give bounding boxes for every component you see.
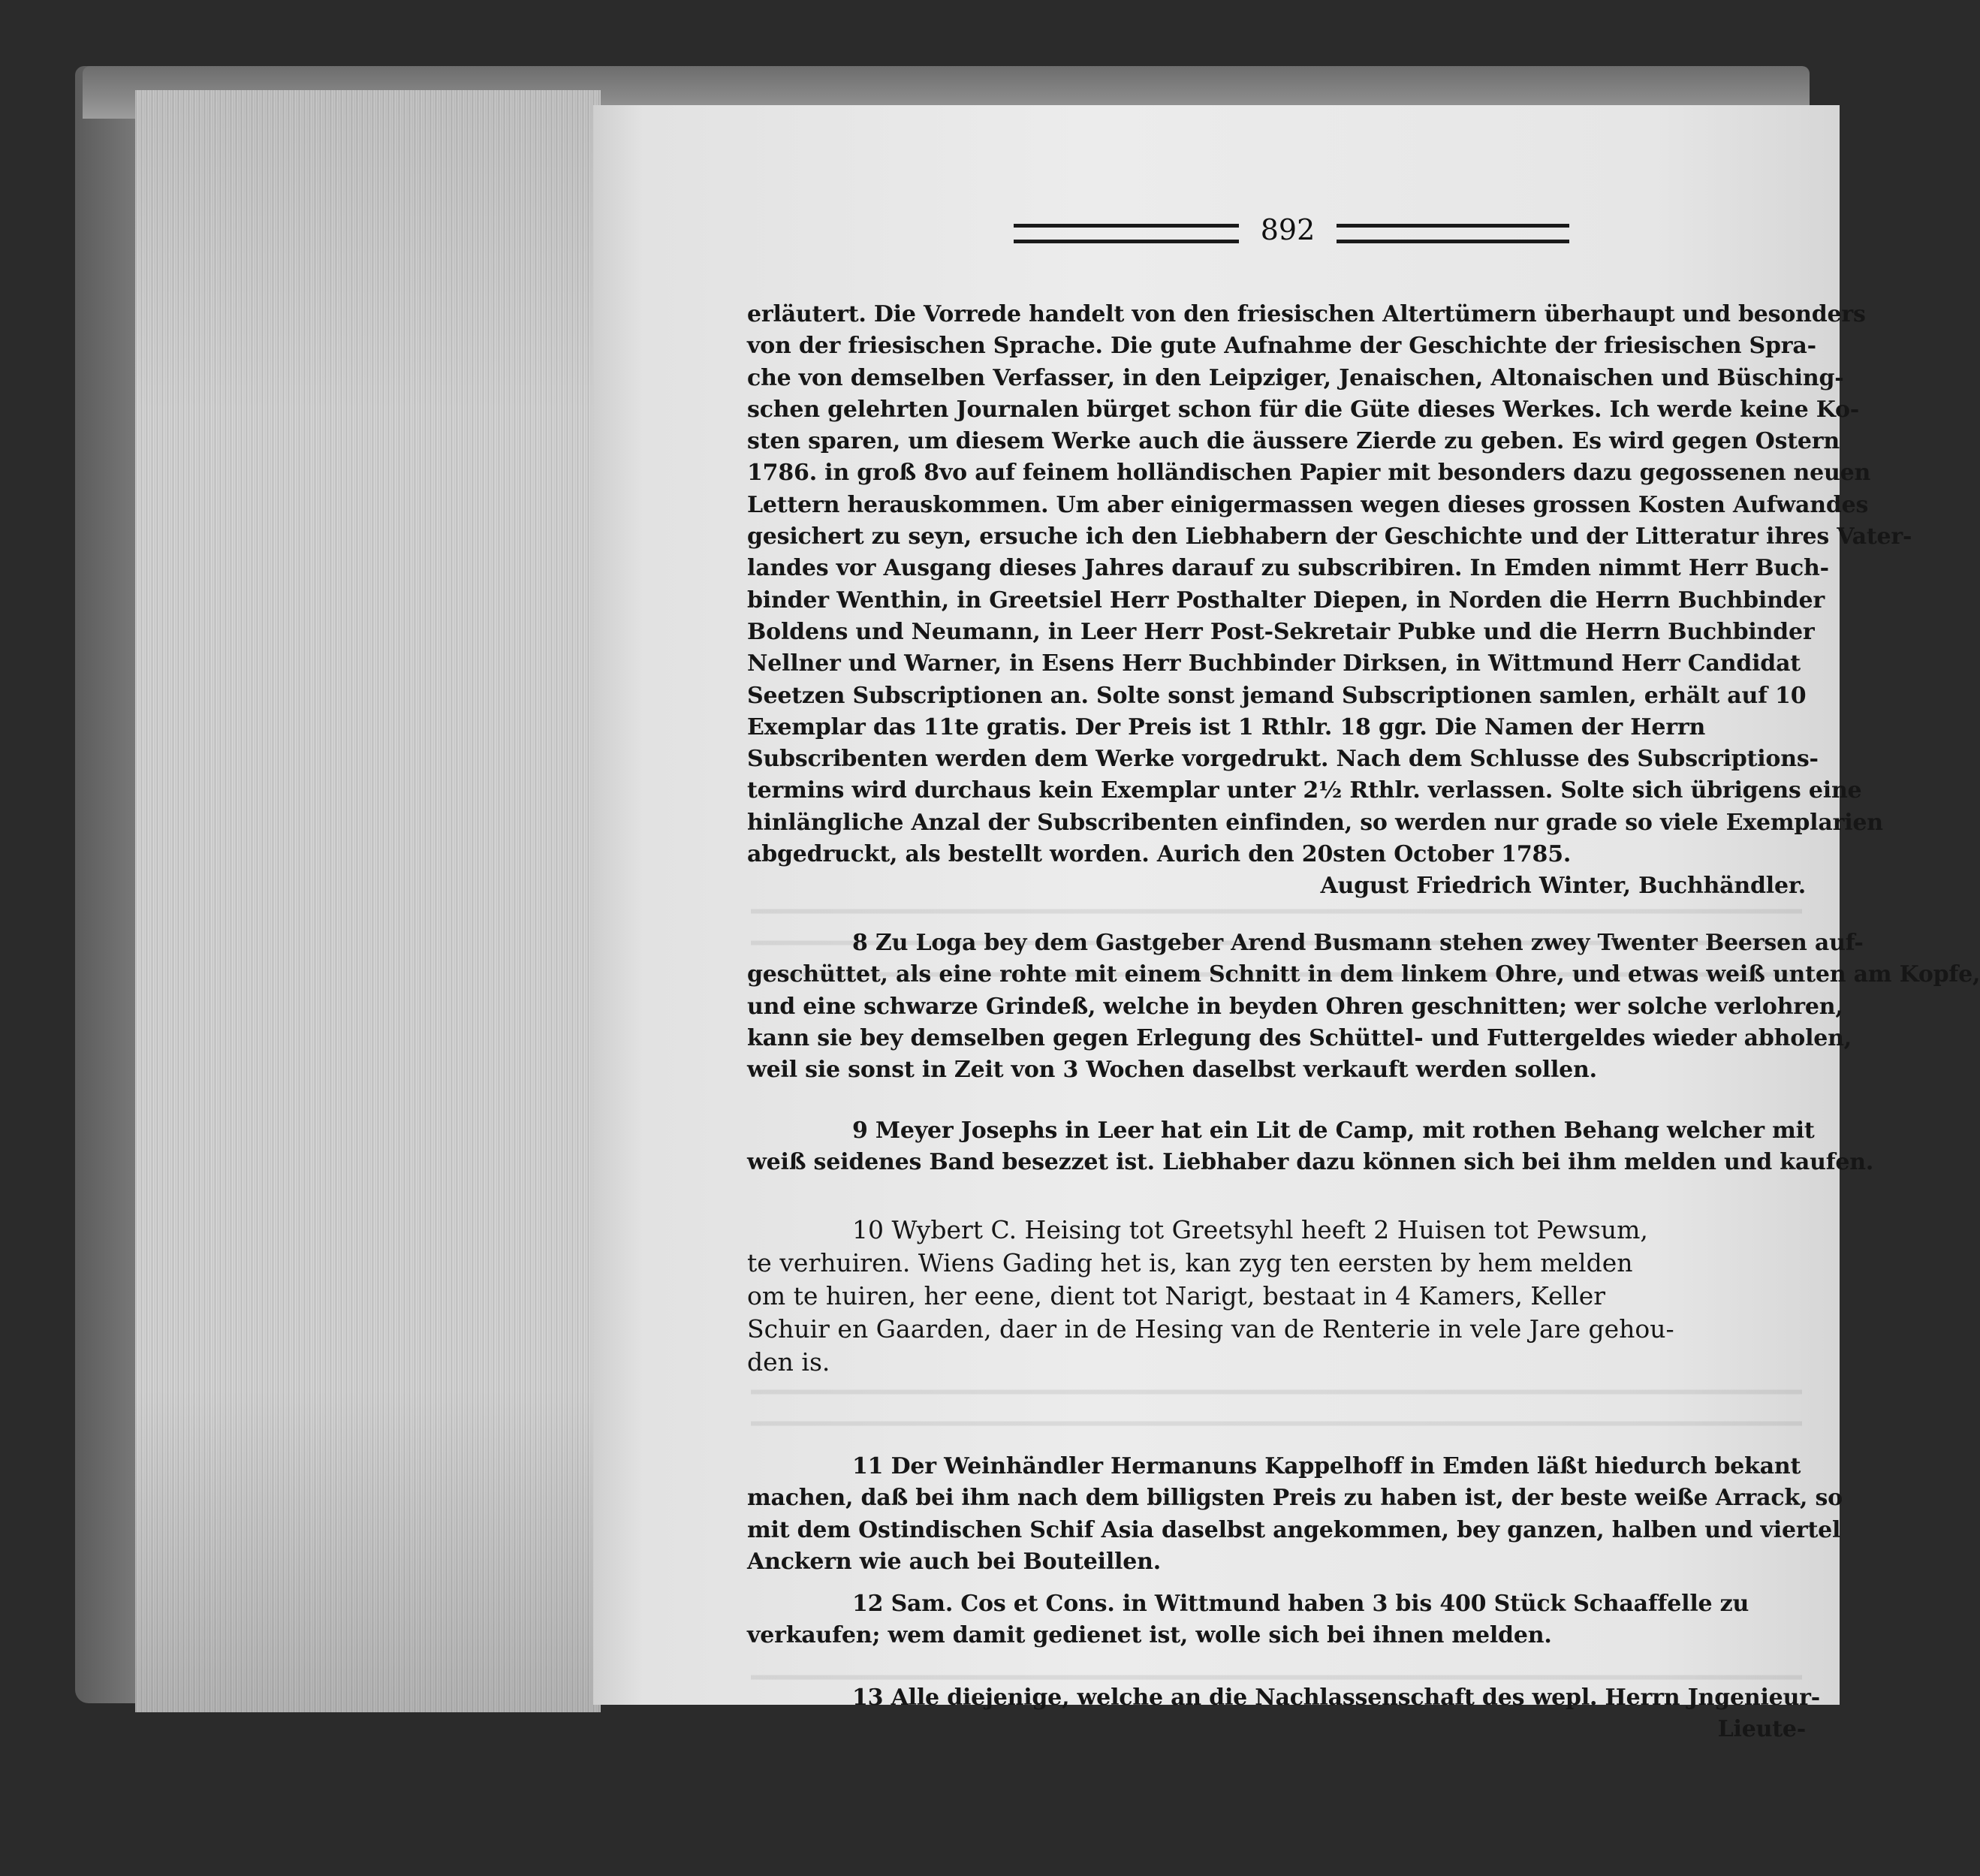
header-rule-left xyxy=(1014,224,1239,243)
text-line: von der friesischen Sprache. Die gute Aufnahme der Geschichte der friesischen Spra- xyxy=(747,333,1816,360)
text-line: sten sparen, um diesem Werke auch die äussere Zierde zu geben. Es wird gegen Ostern xyxy=(747,428,1840,455)
text-line: abgedruckt, als bestellt worden. Aurich den 20sten October 1785. xyxy=(747,841,1572,868)
entry-8 xyxy=(747,927,1980,1086)
catchword: Lieute- xyxy=(1717,1716,1806,1743)
text-line: kann sie bey demselben gegen Erlegung des Schüttel- und Futtergeldes wieder abholen, xyxy=(747,1024,1852,1051)
text-line: te verhuiren. Wiens Gading het is, kan zyg ten eersten by hem melden xyxy=(747,1248,1633,1277)
text-line: und eine schwarze Grindeß, welche in beyden Ohren geschnitten; wer solche verlohren, xyxy=(747,993,1843,1020)
text-line: 1786. in groß 8vo auf feinem holländischen Papier mit besonders dazu gegossenen neuen xyxy=(747,460,1871,487)
text-line: machen, daß bei ihm nach dem billigsten Preis zu haben ist, der beste weiße Arrack, so xyxy=(747,1485,1843,1512)
text-line: Subscribenten werden dem Werke vorgedrukt. Nach dem Schlusse des Subscriptions- xyxy=(747,746,1819,773)
text-line: Nellner und Warner, in Esens Herr Buchbinder Dirksen, in Wittmund Herr Candidat xyxy=(747,650,1801,677)
entry-12 xyxy=(747,1588,1813,1652)
text-line: hinlängliche Anzal der Subscribenten einfinden, so werden nur grade so viele Exemplarien xyxy=(747,809,1883,836)
text-line: geschüttet, als eine rohte mit einem Schnitt in dem linkem Ohre, und etwas weiß unten am Kopfe, xyxy=(747,961,1980,988)
entry-11 xyxy=(747,1451,1843,1578)
header-rule-right xyxy=(1337,224,1569,243)
text-line: erläutert. Die Vorrede handelt von den friesischen Altertümern überhaupt und besonders xyxy=(747,301,1866,327)
text-line: 8 Zu Loga bey dem Gastgeber Arend Busmann stehen zwey Twenter Beersen auf- xyxy=(852,930,1864,956)
entry-9 xyxy=(747,1115,1874,1179)
bleed-through-shadow xyxy=(751,1374,1802,1434)
text-line: landes vor Ausgang dieses Jahres darauf zu subscribiren. In Emden nimmt Herr Buch- xyxy=(747,555,1829,582)
text-line: weiß seidenes Band besezzet ist. Liebhaber dazu können sich bei ihm melden und kaufen. xyxy=(747,1149,1874,1176)
text-line: Seetzen Subscriptionen an. Solte sonst jemand Subscriptionen samlen, erhält auf 10 xyxy=(747,682,1807,709)
text-line: binder Wenthin, in Greetsiel Herr Posthalter Diepen, in Norden die Herrn Buchbinder xyxy=(747,587,1825,614)
text-line: den is. xyxy=(747,1347,830,1377)
text-line: Anckern wie auch bei Bouteillen. xyxy=(747,1548,1161,1575)
entry-subscription-notice xyxy=(747,299,1912,903)
text-line: verkaufen; wem damit gedienet ist, wolle sich bei ihnen melden. xyxy=(747,1622,1552,1649)
text-line: weil sie sonst in Zeit von 3 Wochen daselbst verkauft werden sollen. xyxy=(747,1057,1597,1084)
page-number: 892 xyxy=(1260,213,1315,246)
text-line: Schuir en Gaarden, daer in de Hesing van de Renterie in vele Jare gehou- xyxy=(747,1314,1674,1344)
text-line: che von demselben Verfasser, in den Leipziger, Jenaischen, Altonaischen und Büsching- xyxy=(747,364,1844,391)
text-line: 12 Sam. Cos et Cons. in Wittmund haben 3 bis 400 Stück Schaaffelle zu xyxy=(852,1591,1749,1617)
text-line: 13 Alle diejenige, welche an die Nachlassenschaft des wepl. Herrn Jngenieur- xyxy=(852,1684,1821,1711)
signature: August Friedrich Winter, Buchhändler. xyxy=(1320,873,1806,900)
text-line: 11 Der Weinhändler Hermanuns Kappelhoff in Emden läßt hiedurch bekant xyxy=(852,1453,1801,1479)
entry-13 xyxy=(747,1682,1821,1746)
text-line: om te huiren, her eene, dient tot Narigt, bestaat in 4 Kamers, Keller xyxy=(747,1281,1606,1310)
text-line: termins wird durchaus kein Exemplar unter 2½ Rthlr. verlassen. Solte sich übrigens eine xyxy=(747,777,1862,804)
text-line: 9 Meyer Josephs in Leer hat ein Lit de Camp, mit rothen Behang welcher mit xyxy=(852,1117,1815,1144)
text-line: schen gelehrten Journalen bürget schon für die Güte dieses Werkes. Ich werde keine Ko- xyxy=(747,396,1859,423)
text-line: gesichert zu seyn, ersuche ich den Liebhabern der Geschichte und der Litteratur ihres Vater- xyxy=(747,523,1912,550)
text-line: Boldens und Neumann, in Leer Herr Post-Sekretair Pubke und die Herrn Buchbinder xyxy=(747,618,1815,645)
text-line: mit dem Ostindischen Schif Asia daselbst angekommen, bey ganzen, halben und viertel xyxy=(747,1516,1841,1543)
text-line: Lettern herauskommen. Um aber einigermassen wegen dieses grossen Kosten Aufwandes xyxy=(747,491,1869,518)
text-line: Exemplar das 11te gratis. Der Preis ist 1 Rthlr. 18 ggr. Die Namen der Herrn xyxy=(747,713,1706,740)
text-line: 10 Wybert C. Heising tot Greetsyhl heeft 2 Huisen tot Pewsum, xyxy=(852,1215,1648,1244)
page-block-shadow xyxy=(135,90,601,1712)
entry-10 xyxy=(747,1214,1813,1379)
